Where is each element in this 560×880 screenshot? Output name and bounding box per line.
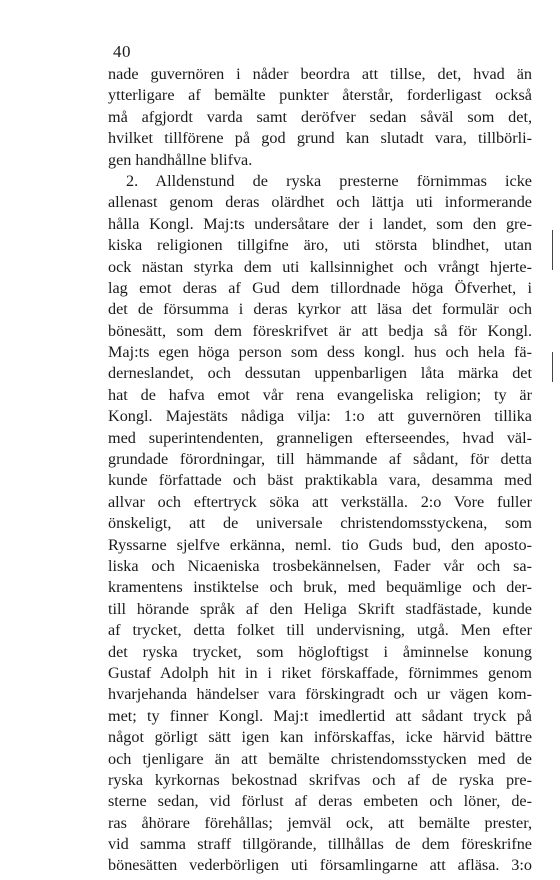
text-line: bönesätt, som dem föreskrifvet är att bedja så för Kongl.: [108, 321, 532, 340]
text-line: ock nästan styrka dem uti kallsinnighet och vrångt hjerte-: [108, 257, 532, 276]
text-line: liska och Nicaeniska trosbekännelsen, Fader vår och sa-: [108, 556, 532, 575]
text-line: Kongl. Majestäts nådiga vilja: 1:o att guvernören tillika: [108, 407, 532, 426]
text-line: sterne sedan, vid förlust af deras embeten och löner, de-: [108, 792, 532, 811]
text-line: det ryska trycket, som högloftigst i åminnelse konung: [108, 642, 532, 661]
text-line: hat de hafva emot vår rena evangeliska religion; ty är: [108, 385, 532, 404]
text-line: nade guvernören i nåder beordra att tillse, det, hvad än: [108, 65, 532, 83]
text-line: allenast genom deras olärdhet och lättja uti informerande: [108, 193, 532, 212]
text-line: kramentens instiktelse och bruk, med bequämlige och der-: [108, 578, 532, 597]
margin-mark: [552, 230, 553, 270]
text-line: ryska kyrkornas bekostnad skrifvas och af de ryska pre-: [108, 770, 532, 789]
text-line: Gustaf Adolph hit in i riket förskaffade, förnimmes genom: [108, 663, 532, 682]
text-line: ytterligare af bemälte punkter återstår, forderligast också: [108, 86, 532, 105]
text-line: till hörande språk af den Heliga Skrift stadfästade, kunde: [108, 599, 532, 618]
text-line: Maj:ts egen höga person som dess kongl. hus och hela fä-: [108, 343, 532, 362]
text-line: vid samma straff tillgörande, tillhållas de dem föreskrifne: [108, 835, 532, 854]
text-line: och tjenligare än att bemälte christendomsstycken med de: [108, 749, 532, 768]
text-line: hålla Kongl. Maj:ts undersåtare der i landet, som den gre-: [108, 214, 532, 233]
margin-mark: [552, 352, 553, 382]
text-line: met; ty finner Kongl. Maj:t imedlertid att sådant tryck på: [108, 706, 532, 725]
text-line: 2. Alldenstund de ryska presterne förnimmas icke: [126, 171, 532, 190]
text-line: lag emot deras af Gud dem tillordnade höga Öfverhet, i: [108, 278, 532, 297]
page-number: 40: [113, 42, 131, 61]
text-line: ras åhörare förehållas; jemväl ock, att bemälte prester,: [108, 813, 532, 832]
text-line: allvar och eftertryck söka att verkställa. 2:o Vore fuller: [108, 492, 532, 511]
text-line: kunde författade och bäst praktikabla vara, desamma med: [108, 471, 532, 490]
text-line: bönesätten vederbörligen uti församlingarne att afläsa. 3:o: [108, 856, 532, 875]
text-line: kiska religionen tillgifne äro, uti största blindhet, utan: [108, 236, 532, 255]
text-line: hvarjehanda händelser vara förskingradt och ur vägen kom-: [108, 685, 532, 704]
text-line: det de försumma i deras kyrkor att läsa det formulär och: [108, 300, 532, 319]
text-line: hvilket tillförene på god grund kan slutadt vara, tillbörli-: [108, 129, 532, 148]
text-line: af trycket, detta folket till undervisning, utgå. Men efter: [108, 621, 532, 640]
text-line: önskeligt, att de universale christendomsstyckena, som: [108, 514, 532, 533]
text-line: med superintendenten, granneligen efterseendes, hvad väl-: [108, 428, 532, 447]
body-text: [108, 64, 532, 877]
text-line: derneslandet, och dessutan uppenbarligen låta märka det: [108, 364, 532, 383]
text-line: något görligt sätt igen kan införskaffas, icke härvid bättre: [108, 728, 532, 747]
text-line: Ryssarne sjelfve erkänna, neml. tio Guds bud, den aposto-: [108, 535, 532, 554]
text-line: grundade förordningar, till hämmande af sådant, för detta: [108, 450, 532, 469]
text-line: gen handhållne blifva.: [108, 150, 253, 169]
text-line: må afgjordt varda samt deröfver sedan såväl som det,: [108, 107, 532, 126]
